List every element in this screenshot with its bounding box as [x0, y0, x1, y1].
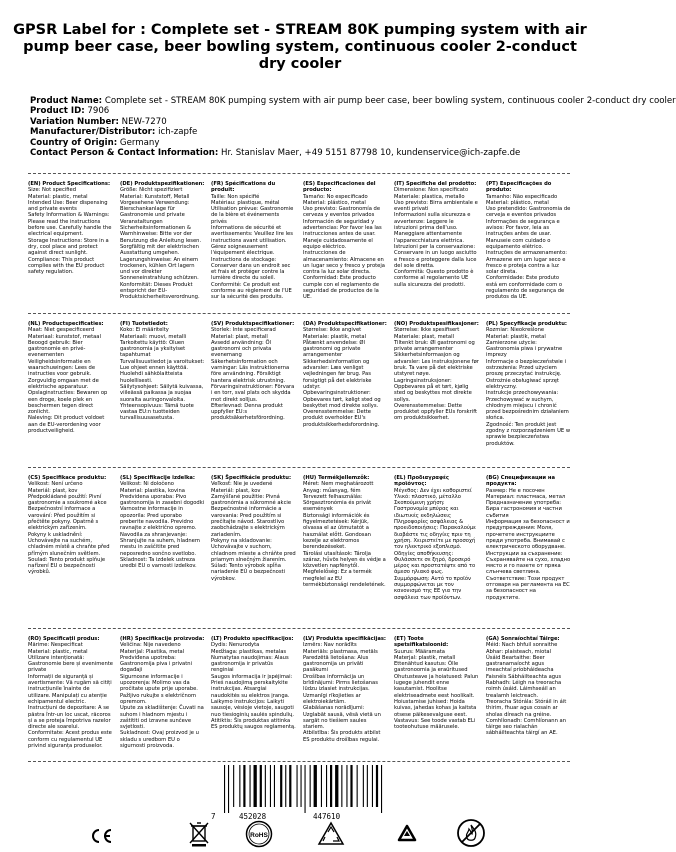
- row-divider: [28, 313, 570, 314]
- rohs-icon: [245, 820, 273, 848]
- language-spec-body: Maat: Niet gespecificeerd Materiaal: kunststof, metaal Beoogd gebruik: Bier gastronomie en privé-evenementen Veiligheidsinformatie en waarschuwingen: Lees de instructies voor gebruik. Zorgvuldig omgaan met de elektrische apparatuur. Opslaginstructies: Bewaren op een droge, koele plek en beschermen tegen direct zonlicht. Naleving: Dit product voldoet aan de EU-verordening voor productveiligheid.: [28, 327, 108, 435]
- language-spec-body: Taille: Non spécifié Matériau: plastique, métal Utilisation prévue: Gastronomie de la bière et événements privés Informations de sécurité et avertissements: Veuillez lire les instructions avant utilisation. Gérez soigneusement l'équipement électrique. Instructions de stockage: Conserver dans un endroit sec et frais et protéger contre la lumière directe du soleil. Conformité: Ce produit est conforme au règlement de l'UE sur la sécurité des produits.: [211, 193, 294, 301]
- barcode-bar: [341, 765, 342, 807]
- barcode-bar: [239, 765, 240, 807]
- barcode-bar: [363, 765, 364, 807]
- language-spec-body: Suurus: Määramata Materjal: plastik, metall Ettenähtud kasutus: Õlle gastronoomia ja eraüritused Ohutusteave ja hoiatused: Palun lugege juhendit enne kasutamist. Hoolitse elektriseadmete eest hoolikalt. Hoiustamise juhised: Hoida kuivas, jahedas kohas ja kaitsta otsese päikesevalguse eest. Vastavus: See toode vastab ELi tooteohutuse määrusele.: [394, 648, 479, 731]
- barcode-bar: [228, 765, 229, 813]
- language-spec-heading: (FI) Tuotetiedot:: [120, 321, 168, 327]
- barcode-bar: [326, 765, 327, 807]
- language-spec-body: Tamaño: No especificado Material: plástico, metal Uso previsto: Gastronomía de cerveza y eventos privados Información de seguridad y advertencias: Por favor lea las instrucciones antes de usar. Maneje cuidadosamente el equipo eléctrico. Instrucciones de almacenamiento: Almacene en un lugar seco y fresco y proteja contra la luz solar directa. Conformidad: Este producto cumple con el reglamento de seguridad de productos de la UE.: [303, 193, 385, 301]
- barcode-bar: [260, 765, 262, 807]
- language-spec-cell: [303, 475, 388, 624]
- language-spec-heading: (GA) Sonraíochtaí Táirge:: [486, 636, 560, 642]
- language-spec-body: Size: Not specified Material: plastic, metal Intended Use: Beer dispensing and private events Safety Information & Warnings: Please read the instructions before use. Carefully handle the electrical equipment. Storage Instructions: Store in a dry, cool place and protect against direct sunlight. Compliance: This product complies with the EU product safety regulation.: [28, 187, 112, 276]
- row-divider: [28, 467, 570, 468]
- product-name-row: Product Name: Complete set - STREAM 80K pumping system with air pump beer case, beer bowling system, continuous cooler 2-conduct dry cooler: [30, 96, 676, 106]
- language-spec-body: Μέγεθος: Δεν έχει καθοριστεί Υλικό: πλαστικό, μέταλλο Σκοπούμενη χρήση: Γαστρονομία μπύρας και ιδιωτικές εκδηλώσεις Πληροφορίες ασφάλειας & προειδοποιήσεις: Παρακαλούμε διαβάστε τις οδηγίες πριν τη χρήση. Χειριστείτε με προσοχή τον ηλεκτρικό εξοπλισμό. Οδηγίες αποθήκευσης: Φυλάσσετε σε ξηρό, δροσερό μέρος και προστατέψτε από το άμεσο ηλιακό φως. Συμμόρφωση: Αυτό το προϊόν συμμορφώνεται με τον κανονισμό της ΕΕ για την ασφάλεια των προϊόντων.: [394, 487, 476, 601]
- language-spec-heading: (SV) Produktspecifikationer:: [211, 321, 295, 327]
- language-spec-cell: [394, 636, 479, 756]
- language-spec-heading: (IT) Specifiche del prodotto:: [394, 181, 477, 187]
- weee-bin-icon: [188, 821, 210, 847]
- language-spec-cell: [211, 475, 296, 624]
- language-spec-heading: (DA) Produktspecifikationer:: [303, 321, 387, 327]
- language-spec-body: Veličina: Nije navedeno Materijal: Plastika, metal Predviđena upotreba: Gastronomija piva i privatni događaji Sigurnosne informacije i upozorenja: Molimo vas da pročitate upute prije uporabe. Pažljivo rukujte s električnom opremom. Upute za skladištenje: Čuvati na suhom i hladnom mjestu i zaštititi od izravne sunčeve svjetlosti. Sukladnost: Ovaj proizvod je u skladu s uredbom EU o sigurnosti proizvoda.: [120, 642, 204, 750]
- language-spec-cell: [120, 475, 205, 624]
- language-spec-body: Koko: Ei määritelty Materiaali: muovi, metalli Tarkoitettu käyttö: Oluen gastronomia ja yksityiset tapahtumat Turvallisuustiedot ja varoitukset: Lue ohjeet ennen käyttöä. Huolehdi sähkölaitteista huolellisesti. Säilytysohjeet: Säilytä kuivassa, viileässä paikassa ja suojaa suoralta auringonvalolta. Yhteensopivuus: Tämä tuote vastaa EU:n tuotteiden turvallisuusasetusta.: [120, 327, 205, 422]
- contact-row: Contact Person & Contact Information: Hr. Stanislav Maer, +49 5151 87798 10, kundenservice@ich-zapfe.de: [30, 148, 521, 159]
- barcode-bar: [250, 765, 251, 807]
- barcode-bar: [224, 765, 225, 813]
- language-spec-heading: (SK) Špecifikácie produktu:: [211, 475, 292, 481]
- row-divider: [28, 173, 570, 174]
- mobius-loop-icon: [395, 823, 419, 845]
- language-spec-cell: [394, 321, 479, 463]
- language-spec-heading: (SL) Specifikacije izdelka:: [120, 475, 195, 481]
- language-spec-cell: [28, 181, 113, 309]
- barcode-bar: [274, 765, 275, 807]
- language-spec-cell: [28, 321, 113, 463]
- language-spec-heading: (LV) Produkta specifikācijas:: [303, 636, 386, 642]
- language-spec-cell: [303, 321, 388, 463]
- barcode: [222, 765, 378, 813]
- page-title: GPSR Label for : Complete set - STREAM 80K pumping system with air pump beer case, beer bowling system, continuous cooler 2-conduct dry cooler: [13, 22, 587, 72]
- language-spec-body: Größe: Nicht spezifiziert Material: Kunststoff, Metall Vorgesehene Verwendung: Bierschankanlage für Gastronomie und private Veranstaltungen Sicherheitsinformationen & Warnhinweise: Bitte vor der Benutzung die Anleitung lesen. Sorgfältig mit der elektrischen Ausstattung umgehen. Lagerungshinweise: An einem trockenen, kühlen Ort lagern und vor direkter Sonneneinstrahlung schützen. Konformität: Dieses Produkt entspricht der EU-Produktsicherheitsverordnung.: [120, 187, 202, 301]
- barcode-bar: [357, 765, 358, 807]
- language-spec-cell: [303, 181, 388, 309]
- language-spec-heading: (DE) Produktspezifikationen:: [120, 181, 205, 187]
- barcode-bar: [346, 765, 347, 807]
- row-divider: [28, 628, 570, 629]
- language-spec-heading: (HU) Termékjellemzők:: [303, 475, 370, 481]
- language-spec-heading: (NL) Productspecificaties:: [28, 321, 104, 327]
- language-spec-body: Velikost: Ni določeno Material: plastika, kovina Predvidena uporaba: Pivo gastronomija in zasebni dogodki Varnostne informacije in opozorila: Pred uporabo preberite navodila. Previdno ravnajte z električno opremo. Navodila za shranjevanje: Shranjujte na suhem, hladnem mestu in zaščitite pred neposredno sončno svetlobo. Skladnost: Ta izdelek ustreza uredbi EU o varnosti izdelkov.: [120, 481, 205, 570]
- recycling-triangle-icon: [317, 821, 345, 847]
- barcode-digits-left: 452028: [239, 812, 267, 821]
- barcode-bar: [285, 765, 286, 807]
- barcode-bar: [350, 765, 352, 807]
- language-spec-cell: [211, 181, 296, 309]
- language-spec-body: Storlek: Inte specificerad Material: plast, metall Avsedd användning: Öl gastronomi och privata evenemang Säkerhetsinformation och varningar: Läs instruktionerna före användning. Försiktigt hantera elektrisk utrustning. Förvaringsinstruktioner: Förvara i en torr, sval plats och skydda mot direkt solljus. Efterlevnad: Denna produkt uppfyller EU:s produktsäkerhetsförordning.: [211, 327, 295, 422]
- language-spec-cell: [28, 475, 113, 624]
- barcode-bar: [270, 765, 271, 807]
- barcode-bar: [367, 765, 368, 807]
- language-spec-body: Rozmiar: Nieokreślone Materiał: plastik, metal Zamierzone użycie: Gastronomia piwa i prywatne imprezy Informacje o bezpieczeństwie i ostrzeżenia: Przed użyciem proszę przeczytać instrukcję. Ostrożnie obsługiwać sprzęt elektryczny. Instrukcje przechowywania: Przechowywać w suchym, chłodnym miejscu i chronić przed bezpośrednim działaniem słońca. Zgodność: Ten produkt jest zgodny z rozporządzeniem UE w sprawie bezpieczeństwa produktów.: [486, 327, 571, 447]
- barcode-bar: [310, 765, 311, 807]
- language-spec-cell: [394, 475, 479, 624]
- barcode-bar: [297, 765, 298, 807]
- manufacturer-row: Manufacturer/Distributor: ich-zapfe: [30, 127, 198, 138]
- barcode-digit-first: 7: [211, 812, 216, 821]
- language-spec-body: Veľkosť: Nie je uvedené Materiál: plast, kov Zamýšľané použitie: Pivná gastronómia a súkromné akcie Bezpečnostné informácie a varovania: Pred použitím si prečítajte návod. Starostlivo zaobchádzajte s elektrickým zariadením. Pokyny na skladovanie: Uchovávajte v suchom, chladnom mieste a chráňte pred priamym slnečným žiarením. Súlad: Tento výrobok spĺňa nariadenie EÚ o bezpečnosti výrobkov.: [211, 481, 296, 582]
- language-spec-cell: [120, 321, 205, 463]
- flammable-crossed-out-icon: [456, 818, 486, 848]
- language-spec-body: Størrelse: Ikke angivet Materiale: plastik, metal Påtænkt anvendelse: Øl gastronomi og private arrangementer Sikkerhedsinformation og advarsler: Læs venligst vejledningen før brug. Pas forsigtigt på det elektriske udstyr. Opbevaringsinstruktioner: Opbevares tørt, køligt sted og beskyttet mod direkte sollys. Overensstemmelse: Dette produkt overholder EU's produktsikkerhedsforordning.: [303, 327, 381, 428]
- barcode-bar: [280, 765, 282, 807]
- language-spec-heading: (ET) Toote spetsifikatsioonid:: [394, 636, 449, 649]
- language-spec-body: Størrelse: Ikke spesifisert Materiale: plast, metall Tiltenkt bruk: Øl gastronomi og private arrangementer Sikkerhetsinformasjon og advarsler: Les instruksjonene før bruk. Ta vare på det elektriske utstyret nøye. Lagringsinstruksjoner: Oppbevares på et tørt, kjølig sted og beskyttes mot direkte sollys. Overensstemmelse: Dette produktet oppfyller EUs forskrift om produktsikkerhet.: [394, 327, 479, 422]
- language-spec-body: Mărime: Nespecificat Material: plastic, metal Utilizare intenționată: Gastronomie bere și evenimente private Informații de siguranță și avertismente: Vă rugăm să citiți instrucțiunile înainte de utilizare. Manipulați cu atenție echipamentul electric. Instrucțiuni de depozitare: A se păstra într-un loc uscat, răcoros și a se proteja împotriva razelor directe ale soarelui. Conformitate: Acest produs este conform cu regulamentul UE privind siguranța produselor.: [28, 642, 114, 750]
- language-spec-body: Dydis: Nenurodyta Medžiaga: plastikas, metalas Numatytas naudojimas: Alaus gastronomija ir privatūs renginiai Saugos informacija ir įspėjimai: Prieš naudojimą perskaitykite instrukcijas. Atsargiai naudokitės su elektros įranga. Laikymo instrukcijos: Laikyti sausoje, vėsioje vietoje, saugoti nuo tiesioginių saulės spindulių. Atitiktis: Šis produktas atitinka ES produktų saugos reglamentą.: [211, 642, 296, 731]
- barcode-bar: [314, 765, 317, 807]
- language-spec-heading: (BG) Спецификации на продукта:: [486, 475, 555, 488]
- country-of-origin-row: Country of Origin: Germany: [30, 137, 160, 148]
- language-spec-heading: (PL) Specyfikacje produktu:: [486, 321, 567, 327]
- language-spec-heading: (CS) Specifikace produktu:: [28, 475, 107, 481]
- language-spec-cell: [120, 636, 205, 756]
- product-id-row: Product ID: 7906: [30, 106, 110, 117]
- svg-text:RoHS: RoHS: [250, 832, 268, 839]
- ce-mark-icon: [88, 828, 114, 844]
- barcode-bar: [254, 765, 257, 807]
- barcode-bar: [372, 765, 373, 807]
- barcode-bar: [376, 765, 378, 807]
- row-divider: [28, 761, 570, 762]
- language-spec-cell: [486, 475, 571, 624]
- barcode-bar: [233, 765, 234, 807]
- language-spec-body: Tamanho: Não especificado Material: plástico, metal Uso pretendido: Gastronomia de cerveja e eventos privados Informações de segurança e avisos: Por favor, leia as instruções antes de usar. Manuseie com cuidado o equipamento elétrico. Instruções de armazenamento: Armazene em um lugar seco e fresco e proteja contra a luz solar direta. Conformidade: Este produto está em conformidade com o regulamento de segurança de produtos da UE.: [486, 193, 571, 301]
- variation-number-row: Variation Number: NEW-7270: [30, 116, 167, 127]
- language-spec-body: Velikost: Není určeno Materiál: plast, kov Předpokládané použití: Pivní gastronomie a soukromé akce Bezpečnostní informace a varování: Před použitím si přečtěte pokyny. Opatrně s elektrickým zařízením. Pokyny k uskladnění: Uchovávejte na suchém, chladném místě a chraňte před přímým slunečním světlem. Soulad: Tento produkt splňuje nařízení EU o bezpečnosti výrobků.: [28, 481, 110, 576]
- barcode-bar: [301, 765, 302, 807]
- language-spec-heading: (HR) Specifikacije proizvoda:: [120, 636, 205, 642]
- language-spec-heading: (PT) Especificações do produto:: [486, 181, 552, 194]
- language-spec-heading: (RO) Specificații produs:: [28, 636, 100, 642]
- language-spec-heading: (NO) Produktspesifikasjoner:: [394, 321, 479, 327]
- language-spec-heading: (FR) Spécifications du produit:: [211, 181, 276, 194]
- product-info: [30, 96, 676, 159]
- barcode-bar: [243, 765, 245, 807]
- barcode-digits-right: 447610: [313, 812, 341, 821]
- language-spec-cell: [303, 636, 388, 756]
- barcode-bar: [265, 765, 266, 807]
- language-spec-heading: (LT) Produkto specifikacijos:: [211, 636, 294, 642]
- language-spec-heading: (ES) Especificaciones del producto:: [303, 181, 376, 194]
- language-spec-cell: [28, 636, 113, 756]
- barcode-bar: [289, 765, 291, 807]
- language-spec-cell: [120, 181, 205, 309]
- language-spec-heading: (EN) Product Specifications:: [28, 181, 111, 187]
- language-spec-cell: [486, 181, 571, 309]
- barcode-bar: [321, 765, 322, 807]
- barcode-bar: [330, 765, 332, 807]
- language-spec-heading: (EL) Προδιαγραφές προϊόντος:: [394, 475, 449, 488]
- language-spec-body: Dimensione: Non specificato Materiale: plastica, metallo Uso previsto: Birra ambientale e eventi privati Informazioni sulla sicurezza e avvertenze: Leggere le istruzioni prima dell'uso. Maneggiare attentamente l'apparecchiatura elettrica. Istruzioni per la conservazione: Conservare in un luogo asciutto e fresco e proteggere dalla luce del sole diretta. Conformità: Questo prodotto è conforme al regolamento UE sulla sicurezza dei prodotti.: [394, 187, 478, 288]
- language-spec-body: Izmērs: Nav norādīts Materiāls: plastmasa, metāls Paredzētā lietošana: Alus gastronomija un privāti pasākumi Drošības informācija un brīdinājumi: Pirms lietošanas lūdzu izlasiet instrukcijas. Uzmanīgi rīkojieties ar elektroiekārtām. Glabāšanas norādījumi: Uzglabāt sausā, vēsā vietā un sargāt no tiešiem saules stariem. Atbilstība: Šis produkts atbilst ES produktu drošības regulai.: [303, 642, 381, 743]
- language-spec-cell: [211, 321, 296, 463]
- language-spec-body: Размер: Не е посочен Материал: пластмаса, метал Предназначение употреба: Бира гастрономия и частни събития Информация за безопасност и предупреждения: Моля, прочетете инструкциите преди употреба. Внимавай с електрическото оборудване. Инструкции за съхранение: Съхранявайте на сухо, хладно място и го пазете от пряка слънчева светлина. Съответствие: Този продукт отговаря на регламента на ЕС за безопасност на продуктите.: [486, 487, 571, 601]
- language-spec-body: Méret: Nem meghatározott Anyag: műanyag, fém Tervezett felhasználás: Sörgasztronómia és privát események Biztonsági információk és figyelmeztetések: Kérjük, olvassa el az útmutatót a használat előtt. Gondosan kezelje az elektromos berendezéseket. Tárolási utasítások: Tárolja száraz, hűvös helyen és védje a közvetlen napfénytől. Megfelelőség: Ez a termék megfelel az EU termékbiztonsági rendeletének.: [303, 481, 386, 589]
- barcode-bar: [335, 765, 338, 807]
- language-spec-cell: [486, 321, 571, 463]
- language-spec-cell: [211, 636, 296, 756]
- barcode-bar: [305, 765, 306, 813]
- barcode-bar: [381, 765, 382, 813]
- language-spec-cell: [394, 181, 479, 309]
- language-spec-body: Méid: Nach bhfuil sonraithe Abhar: plaisteach, miotal Úsáid Beartaithe: Beer gastranamaíocht agus imeachtaí príobháideacha Faisnéis Sábháilteachta agus Rabhadh: Léigh na treoracha roimh úsáid. Láimhseáil an trealamh leictreach. Treoracha Stórála: Stóráil in áit thirim, fhuar agus cosain ar sholas díreach na gréine. Comhlíonadh: Comhlíonann an táirge seo rialachán sábháilteachta táirgí an AE.: [486, 642, 567, 737]
- language-spec-cell: [486, 636, 571, 756]
